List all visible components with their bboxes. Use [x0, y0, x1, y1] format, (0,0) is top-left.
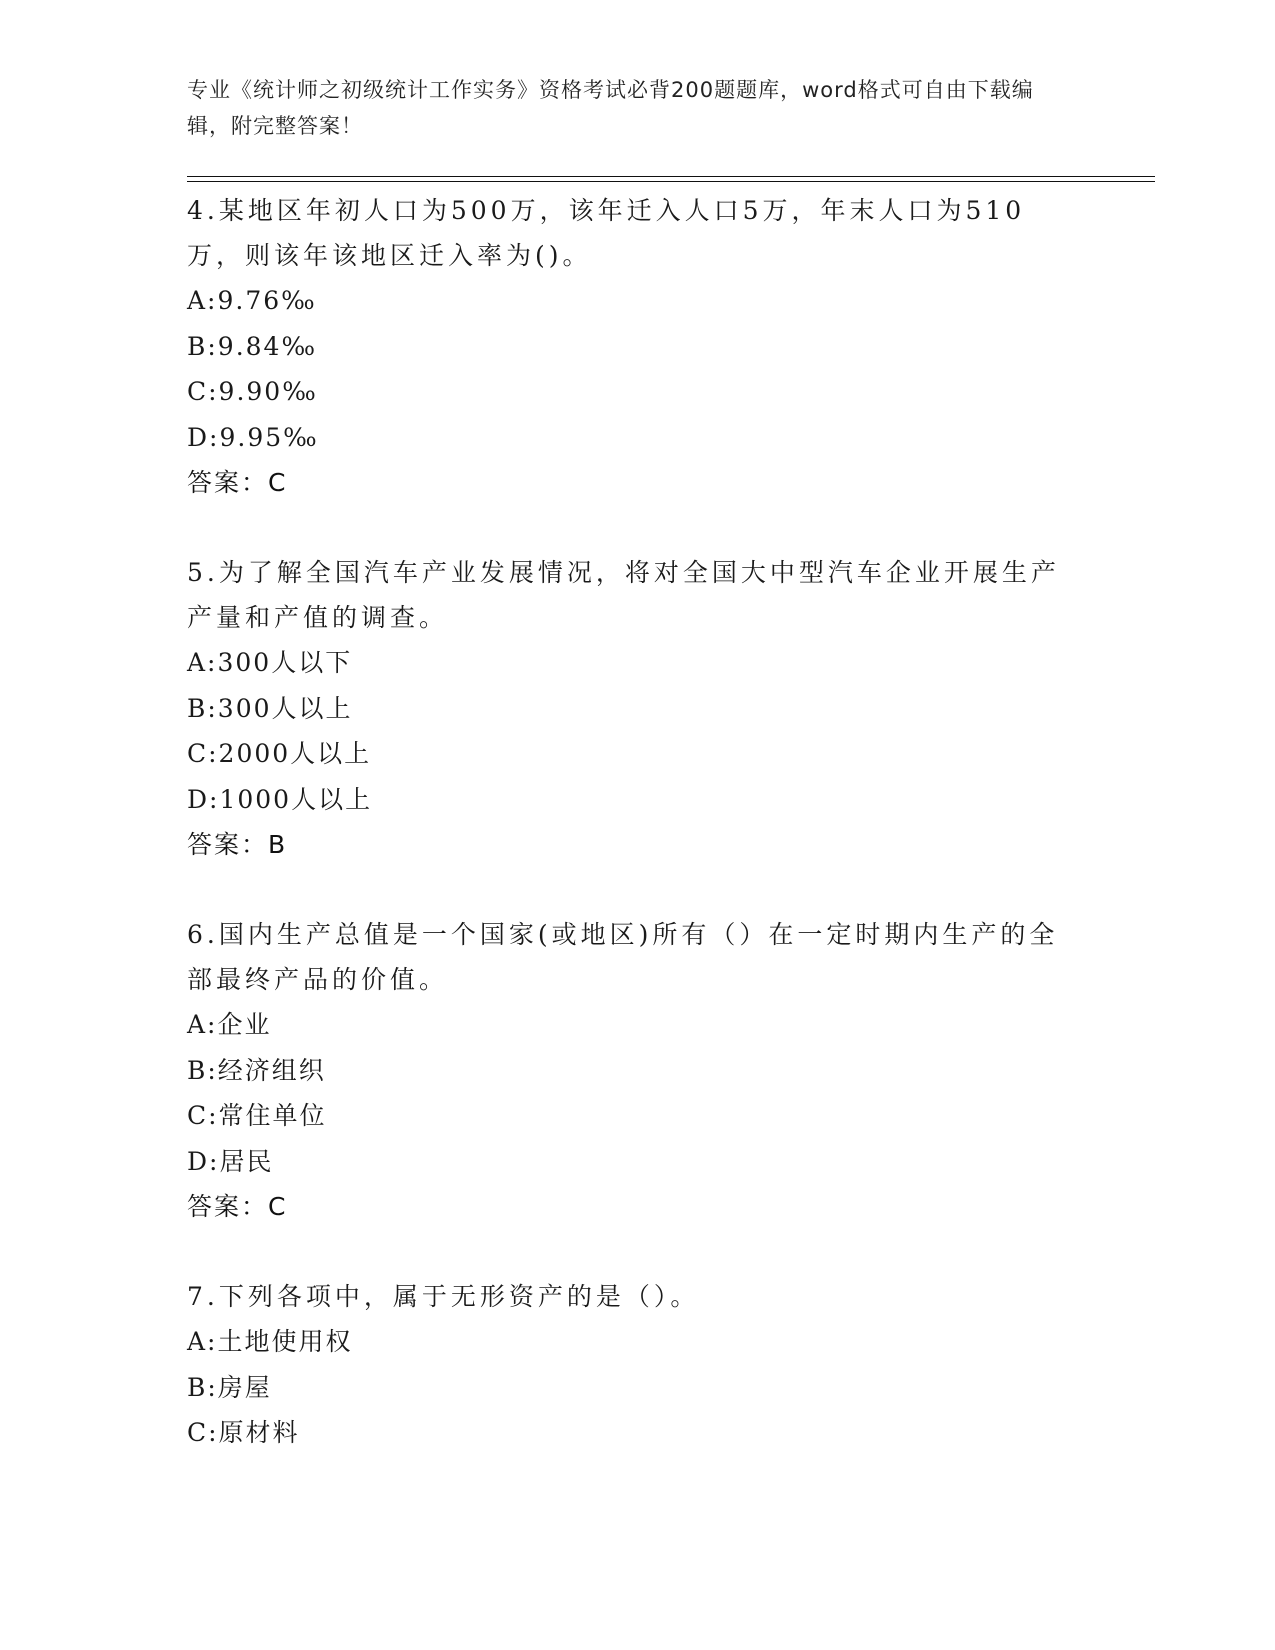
question-stem: 4.某地区年初人口为500万，该年迁入人口5万，年末人口为510万，则该年该地区迁入率为()。 — [187, 196, 1026, 270]
question-5 — [187, 550, 1077, 912]
question-4 — [187, 188, 1077, 550]
option-d: D:1000人以上 — [187, 784, 373, 814]
answer: 答案：B — [187, 830, 288, 859]
question-list — [187, 188, 1077, 1456]
option-a: A:9.76‰ — [187, 286, 317, 315]
option-b: B:9.84‰ — [187, 331, 318, 361]
option-b: B:300人以上 — [187, 693, 353, 723]
question-6 — [187, 912, 1077, 1274]
header-divider-bottom — [187, 181, 1155, 182]
question-stem: 6.国内生产总值是一个国家(或地区)所有（）在一定时期内生产的全部最终产品的价值。 — [187, 920, 1059, 994]
option-a: A:土地使用权 — [187, 1327, 353, 1356]
question-spacer — [187, 505, 1077, 550]
page-header: 专业《统计师之初级统计工作实务》资格考试必背200题题库，word格式可自由下载编辑，附完整答案！ — [187, 78, 1034, 138]
option-a: A:300人以下 — [187, 648, 353, 677]
option-b: B:房屋 — [187, 1372, 272, 1402]
option-c: C:9.90‰ — [187, 377, 318, 406]
option-c: C:常住单位 — [187, 1101, 327, 1130]
option-b: B:经济组织 — [187, 1055, 326, 1085]
question-stem: 5.为了解全国汽车产业发展情况，将对全国大中型汽车企业开展生产产量和产值的调查。 — [187, 558, 1060, 632]
question-stem: 7.下列各项中，属于无形资产的是（）。 — [187, 1282, 700, 1311]
question-spacer — [187, 1229, 1077, 1274]
option-c: C:原材料 — [187, 1418, 300, 1447]
option-a: A:企业 — [187, 1010, 272, 1039]
option-c: C:2000人以上 — [187, 739, 372, 768]
option-d: D:9.95‰ — [187, 422, 319, 452]
question-spacer — [187, 867, 1077, 912]
answer: 答案：C — [187, 468, 288, 497]
answer: 答案：C — [187, 1192, 288, 1221]
header-divider-top — [187, 176, 1155, 177]
option-d: D:居民 — [187, 1146, 274, 1176]
question-7 — [187, 1274, 1077, 1456]
